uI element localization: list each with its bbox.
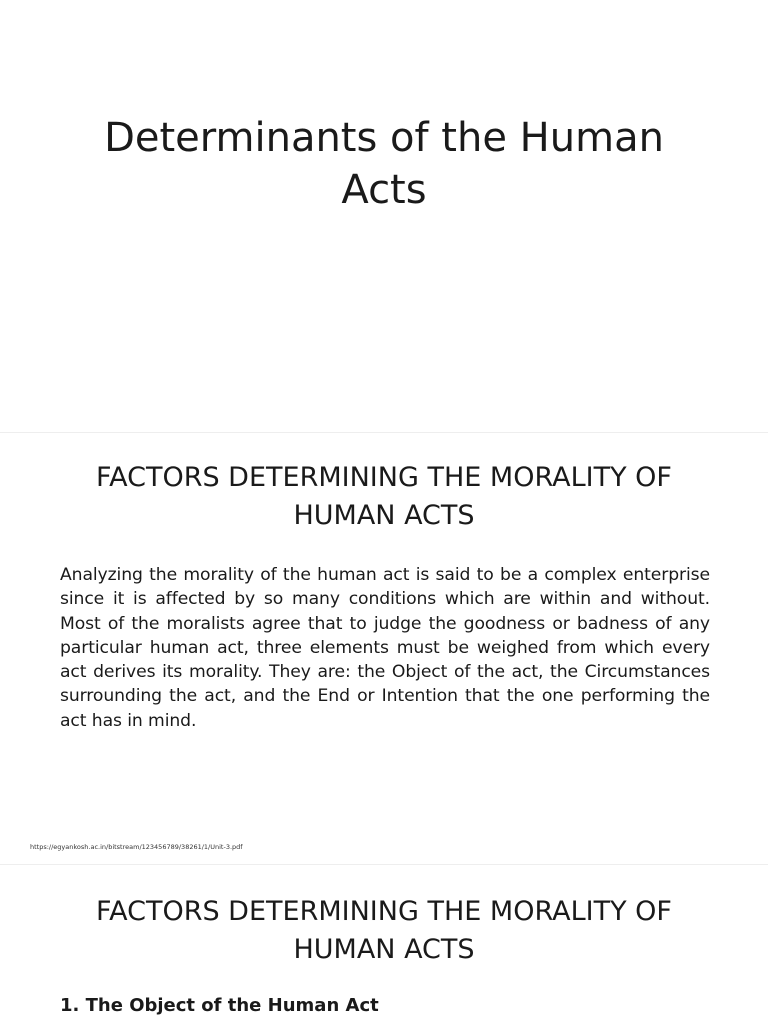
heading-line-2: HUMAN ACTS xyxy=(293,934,475,965)
title-line-2: Acts xyxy=(341,167,427,213)
heading-line-2: HUMAN ACTS xyxy=(293,500,475,531)
slide-factors-intro xyxy=(0,432,768,865)
heading-line-1: FACTORS DETERMINING THE MORALITY OF xyxy=(96,896,672,927)
body-paragraph: Analyzing the morality of the human act is said to be a complex enterprise since it is affected by so many conditions which are within and without. Most of the moralists agree that to judge the goodness or badness of any particular human act, three elements must be weighed from which every act derives its morality. They are: the Object of the act, the Circumstances surrounding the act, and the End or Intention that the one performing the act has in mind. xyxy=(60,565,710,731)
slide-object-of-act xyxy=(0,864,768,1025)
slide-heading xyxy=(64,459,704,535)
slide-heading xyxy=(64,893,704,969)
section-subheading: 1. The Object of the Human Act xyxy=(60,995,379,1016)
title-line-1: Determinants of the Human xyxy=(104,115,664,161)
heading-line-1: FACTORS DETERMINING THE MORALITY OF xyxy=(96,462,672,493)
slide-title xyxy=(0,0,768,432)
source-link[interactable]: https://egyankosh.ac.in/bitstream/123456789/38261/1/Unit-3.pdf xyxy=(30,843,243,851)
page-title xyxy=(84,112,684,216)
